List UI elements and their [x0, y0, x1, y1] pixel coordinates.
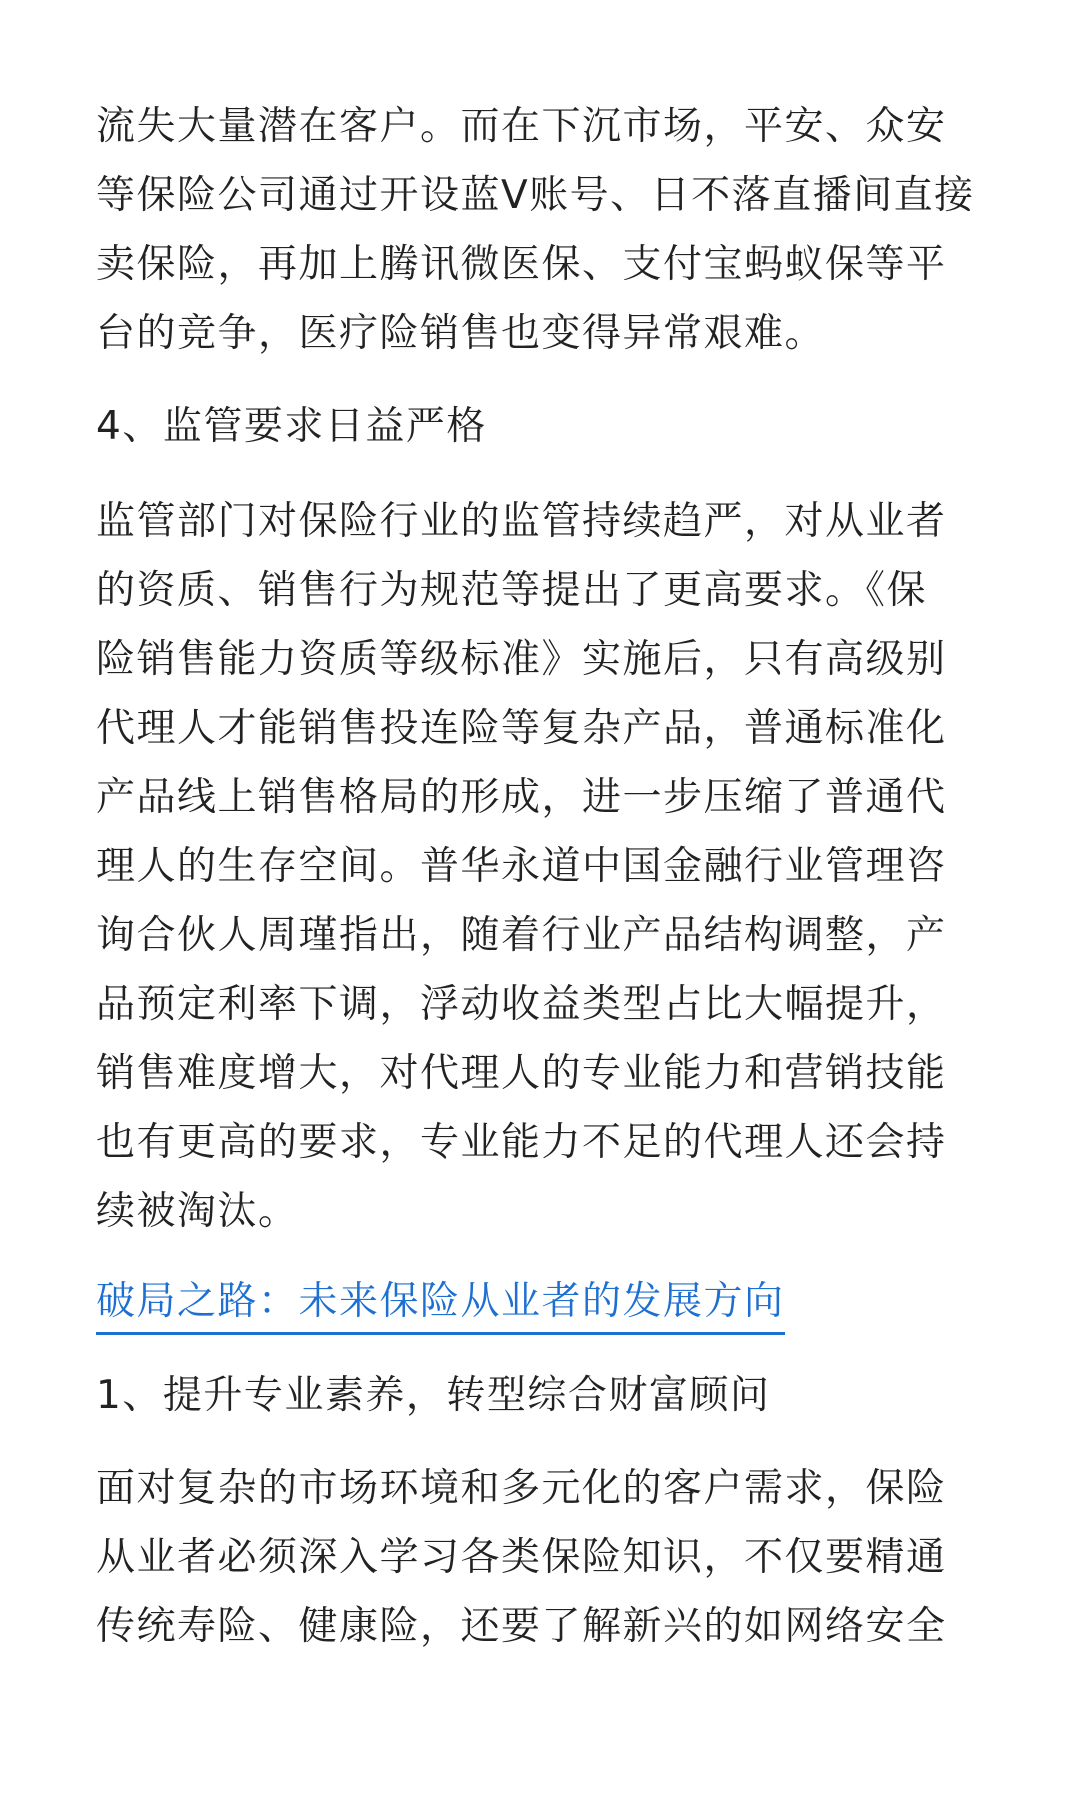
paragraph-market-competition: 流失大量潜在客户。而在下沉市场，平安、众安 等保险公司通过开设蓝V账号、日不落直播间直接 卖保险，再加上腾讯微医保、支付宝蚂蚁保等平 台的竞争，医疗险销售也变得异常艰难。 [96, 104, 975, 356]
section-title-link[interactable]: 破局之路：未来保险从业者的发展方向 [96, 1274, 785, 1335]
paragraph-professional-upgrade: 面对复杂的市场环境和多元化的客户需求，保险 从业者必须深入学习各类保险知识，不仅要精通 传统寿险、健康险，还要了解新兴的如网络安全 [96, 1466, 947, 1649]
paragraph-regulation: 监管部门对保险行业的监管持续趋严，对从业者 的资质、销售行为规范等提出了更高要求。《保 险销售能力资质等级标准》实施后，只有高级别 代理人才能销售投连险等复杂产品，普通标准化 产品线上销售格局的形成，进一步压缩了普通代 理人的生存空间。普华永道中国金融行业管理咨 询合伙人周瑾指出，随着行业产品结构调整，产 品预定利率下调，浮动收益类型占比大幅提升， 销售难度增大，对代理人的专业能力和营销技能 也有更高的要求，专业能力不足的代理人还会持 续被淘汰。 [96, 499, 947, 1234]
subheading-professional-upgrade: 1、提升专业素养，转型综合财富顾问 [96, 1373, 771, 1418]
article-body [96, 92, 996, 1661]
subheading-regulation: 4、监管要求日益严格 [96, 404, 487, 449]
